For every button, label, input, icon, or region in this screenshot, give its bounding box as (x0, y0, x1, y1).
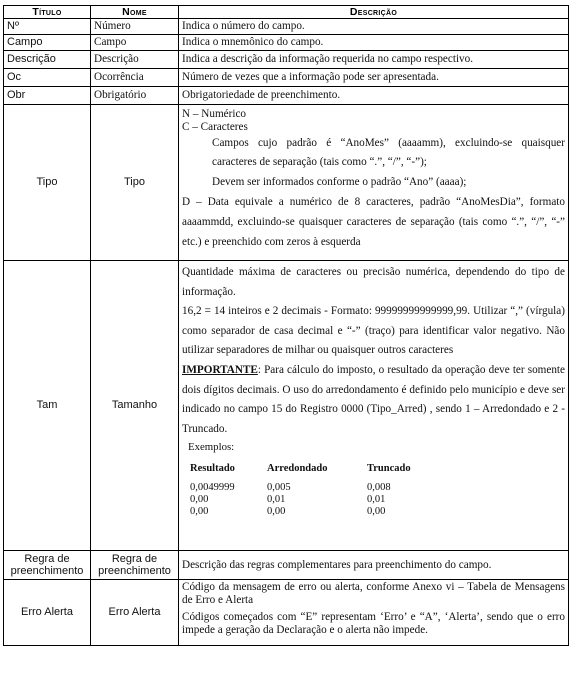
examples-header-arredondado: Arredondado (267, 463, 328, 475)
table-row-tam (4, 261, 569, 551)
cell-nome: Descrição (91, 51, 179, 69)
exemplos-label: Exemplos: (188, 441, 235, 454)
examples-header (182, 462, 565, 475)
table-row-regra (4, 551, 569, 580)
cell-nome: Obrigatório (91, 87, 179, 105)
cell-titulo: Oc (4, 69, 91, 87)
table-row-tipo (4, 105, 569, 261)
table-row (4, 19, 569, 35)
header-titulo: Título (4, 6, 91, 19)
cell-nome: Ocorrência (91, 69, 179, 87)
table-row-erro (4, 580, 569, 646)
example-resultado: 0,0049999 (190, 482, 235, 494)
example-row (182, 494, 565, 506)
cell-titulo: Tipo (4, 105, 91, 261)
table-row (4, 69, 569, 87)
example-row (182, 482, 565, 494)
cell-nome: Número (91, 19, 179, 35)
cell-descricao-tipo (179, 105, 569, 261)
tipo-numerico: N – Numérico (182, 108, 247, 120)
examples-body (182, 482, 565, 518)
importante-text: : Para cálculo do imposto, o resultado da operação deve ter somente dois dígitos decimais. O uso do arredondamento é definido pelo município e deve ser indicado no campo 15 do Registro 0000 (Tipo_Arred) , sendo 1 – Arredondado e 2 - Truncado. (182, 363, 565, 435)
cell-nome: Campo (91, 35, 179, 51)
header-nome: Nome (91, 6, 179, 19)
table-row (4, 35, 569, 51)
table-row (4, 51, 569, 69)
cell-nome: Tamanho (91, 261, 179, 551)
cell-descricao: Descrição das regras complementares para preenchimento do campo. (179, 551, 569, 580)
tipo-data: D – Data equivale a numérico de 8 caracteres, padrão “AnoMesDia”, formato aaaammdd, excluindo-se quaisquer caracteres de separação (tais como “.”, “/”, “-” etc.) e preenchido com zeros à esquerda (182, 196, 565, 248)
cell-nome: Regra de preenchimento (91, 551, 179, 580)
field-definition-table (3, 5, 569, 646)
example-resultado: 0,00 (190, 506, 209, 518)
cell-nome: Erro Alerta (91, 580, 179, 646)
example-resultado: 0,00 (190, 494, 209, 506)
tam-paragraph-3 (182, 361, 565, 439)
cell-descricao: Obrigatoriedade de preenchimento. (179, 87, 569, 105)
cell-descricao: Indica o número do campo. (179, 19, 569, 35)
example-row (182, 506, 565, 518)
cell-titulo: Campo (4, 35, 91, 51)
table-row (4, 87, 569, 105)
example-truncado: 0,00 (367, 506, 386, 518)
cell-titulo: Tam (4, 261, 91, 551)
importante-label: IMPORTANTE (182, 363, 258, 376)
cell-descricao: Número de vezes que a informação pode ser apresentada. (179, 69, 569, 87)
cell-descricao-erro (179, 580, 569, 646)
tipo-caracteres: C – Caracteres (182, 121, 248, 133)
cell-titulo: Descrição (4, 51, 91, 69)
tam-paragraph-1: Quantidade máxima de caracteres ou precisão numérica, dependendo do tipo de informação. (182, 266, 565, 298)
examples-header-truncado: Truncado (367, 463, 411, 475)
erro-paragraph-1: Código da mensagem de erro ou alerta, conforme Anexo vi – Tabela de Mensagens de Erro e Alerta (182, 581, 565, 606)
examples-header-resultado: Resultado (190, 463, 235, 475)
header-descricao: Descrição (179, 6, 569, 19)
cell-descricao-tam (179, 261, 569, 551)
cell-titulo: Obr (4, 87, 91, 105)
cell-titulo: Nº (4, 19, 91, 35)
tipo-caracteres-ano: Devem ser informados conforme o padrão “Ano” (aaaa); (212, 176, 467, 188)
example-truncado: 0,01 (367, 494, 386, 506)
header-row (4, 6, 569, 19)
cell-nome: Tipo (91, 105, 179, 261)
tam-paragraph-2: 16,2 = 14 inteiros e 2 decimais - Formato: 99999999999999,99. Utilizar “,” (vírgula) como separador de casa decimal e “-” (traço) para identificar valor negativo. Não utilizar separadores de milhar ou quaisquer outros caracteres (182, 305, 565, 357)
example-arredondado: 0,005 (267, 482, 291, 494)
example-arredondado: 0,01 (267, 494, 286, 506)
cell-descricao: Indica o mnemônico do campo. (179, 35, 569, 51)
example-arredondado: 0,00 (267, 506, 286, 518)
cell-titulo: Erro Alerta (4, 580, 91, 646)
example-truncado: 0,008 (367, 482, 391, 494)
erro-paragraph-2: Códigos começados com “E” representam ‘Erro’ e “A”, ‘Alerta’, sendo que o erro impede a geração da Declaração e o alerta não impede. (182, 611, 565, 636)
cell-titulo: Regra de preenchimento (4, 551, 91, 580)
cell-descricao: Indica a descrição da informação requerida no campo respectivo. (179, 51, 569, 69)
tipo-caracteres-anomes: Campos cujo padrão é “AnoMes” (aaaamm), excluindo-se quaisquer caracteres de separação (tais como “.”, “/”, “-”); (212, 137, 565, 168)
